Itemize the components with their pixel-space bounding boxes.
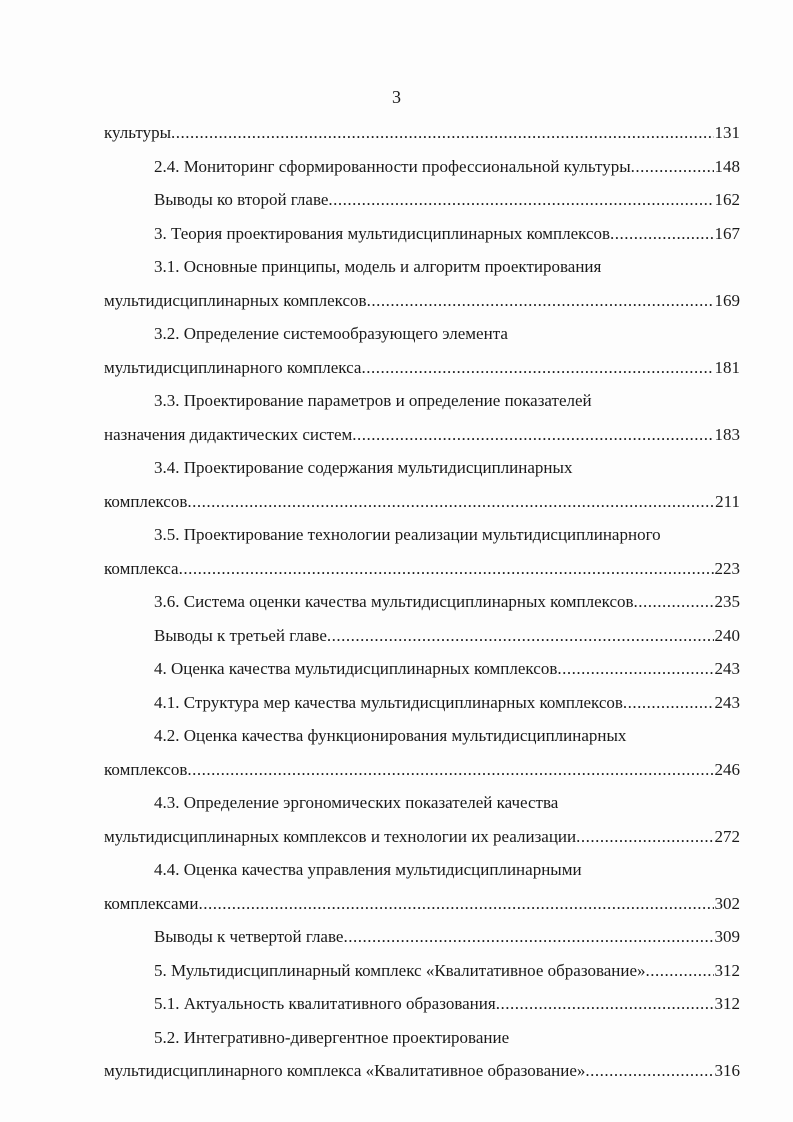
page-number: 3 [392,87,401,107]
toc-entry-page-number: 131 [714,123,740,142]
toc-entry-title: мультидисциплинарного комплекса [104,357,362,377]
toc-entry [104,317,740,351]
table-of-contents [104,116,740,1088]
toc-entry-page-number: 148 [714,156,740,176]
toc-entry-title: 3.1. Основные принципы, модель и алгоритм проектирования [154,257,602,276]
toc-entry [104,887,740,921]
toc-entry-page-number: 183 [714,424,740,444]
toc-entry [104,552,740,586]
toc-entry-title: 3.4. Проектирование содержания мультидисциплинарных [154,458,573,477]
toc-entry-title: комплексов [104,759,188,779]
toc-entry-title: культуры [104,123,171,142]
dot-leader [327,619,714,653]
toc-entry [104,217,740,251]
toc-entry-page-number: 312 [714,994,740,1013]
toc-entry-page-number: 235 [714,592,740,611]
toc-entry-page-number: 302 [714,893,740,913]
toc-entry-title: назначения дидактических систем [104,424,353,444]
toc-entry [104,1054,740,1088]
toc-entry-page-number: 243 [714,692,740,712]
toc-entry-title: 4. Оценка качества мультидисциплинарных комплексов [154,659,558,678]
toc-entry [104,183,740,217]
toc-entry-page-number: 272 [714,826,740,846]
toc-entry [104,686,740,720]
toc-entry [104,518,740,552]
dot-leader [557,652,713,686]
toc-entry-page-number: 246 [714,759,740,779]
toc-entry [104,652,740,686]
toc-entry [104,250,740,284]
toc-entry-title: мультидисциплинарных комплексов и технологии их реализации [104,826,577,846]
toc-entry [104,451,740,485]
toc-entry-page-number: 243 [714,659,740,678]
toc-entry [104,418,740,452]
toc-entry-title: мультидисциплинарных комплексов [104,290,367,310]
dot-leader [585,1054,713,1088]
toc-entry-title: 4.3. Определение эргономических показателей качества [154,793,559,812]
toc-entry-title: 3. Теория проектирования мультидисциплинарных комплексов [154,223,611,243]
toc-entry-page-number: 167 [714,223,740,243]
toc-entry [104,619,740,653]
toc-entry [104,820,740,854]
dot-leader [179,552,714,586]
dot-leader [367,284,714,318]
toc-entry-page-number: 223 [714,558,740,578]
toc-entry-title: 5. Мультидисциплинарный комплекс «Квалитативное образование» [154,960,646,980]
toc-entry-title: 3.2. Определение системообразующего элемента [154,324,508,343]
toc-entry-title: 3.3. Проектирование параметров и определение показателей [154,391,592,410]
dot-leader [352,418,713,452]
dot-leader [187,485,714,519]
toc-entry [104,853,740,887]
toc-entry [104,786,740,820]
toc-entry-title: комплексов [104,491,188,511]
toc-entry [104,954,740,988]
toc-entry-title: комплексами [104,893,199,913]
toc-entry-title: 4.1. Структура мер качества мультидисциплинарных комплексов [154,692,623,712]
dot-leader [610,217,713,251]
dot-leader [634,585,714,619]
toc-entry-title: 5.2. Интегративно-дивергентное проектирование [154,1027,510,1047]
toc-entry-title: 3.5. Проектирование технологии реализации мультидисциплинарного [154,525,661,544]
toc-entry-title: Выводы ко второй главе [154,190,329,209]
toc-entry [104,116,740,150]
toc-entry-title: 2.4. Мониторинг сформированности профессиональной культуры [154,156,631,176]
toc-entry-title: мультидисциплинарного комплекса «Квалитативное образование» [104,1061,586,1080]
toc-entry-page-number: 162 [714,190,740,209]
dot-leader [343,920,713,954]
toc-entry [104,987,740,1021]
dot-leader [187,753,713,787]
dot-leader [328,183,713,217]
toc-entry-page-number: 312 [714,960,740,980]
toc-entry [104,384,740,418]
toc-entry [104,1021,740,1055]
toc-entry-title: Выводы к третьей главе [154,625,327,645]
toc-entry [104,150,740,184]
toc-entry-page-number: 169 [714,290,740,310]
toc-entry [104,753,740,787]
dot-leader [496,987,714,1021]
toc-entry-title: комплекса [104,558,179,578]
toc-entry-page-number: 316 [714,1061,740,1080]
dot-leader [361,351,713,385]
dot-leader [631,150,714,184]
toc-entry [104,284,740,318]
toc-entry-page-number: 240 [714,625,740,645]
toc-entry-title: 3.6. Система оценки качества мультидисциплинарных комплексов [154,592,634,611]
toc-entry-title: 4.4. Оценка качества управления мультидисциплинарными [154,860,582,879]
toc-entry [104,719,740,753]
toc-entry-title: Выводы к четвертой главе [154,927,344,946]
toc-entry-title: 5.1. Актуальность квалитативного образования [154,994,496,1013]
toc-entry-page-number: 211 [715,491,740,511]
toc-entry [104,351,740,385]
toc-entry [104,585,740,619]
dot-leader [646,954,714,988]
dot-leader [623,686,714,720]
toc-entry [104,920,740,954]
dot-leader [171,116,714,150]
toc-entry [104,485,740,519]
dot-leader [576,820,713,854]
toc-entry-page-number: 181 [714,357,740,377]
dot-leader [198,887,713,921]
toc-entry-page-number: 309 [714,927,740,946]
toc-entry-title: 4.2. Оценка качества функционирования мультидисциплинарных [154,726,627,745]
